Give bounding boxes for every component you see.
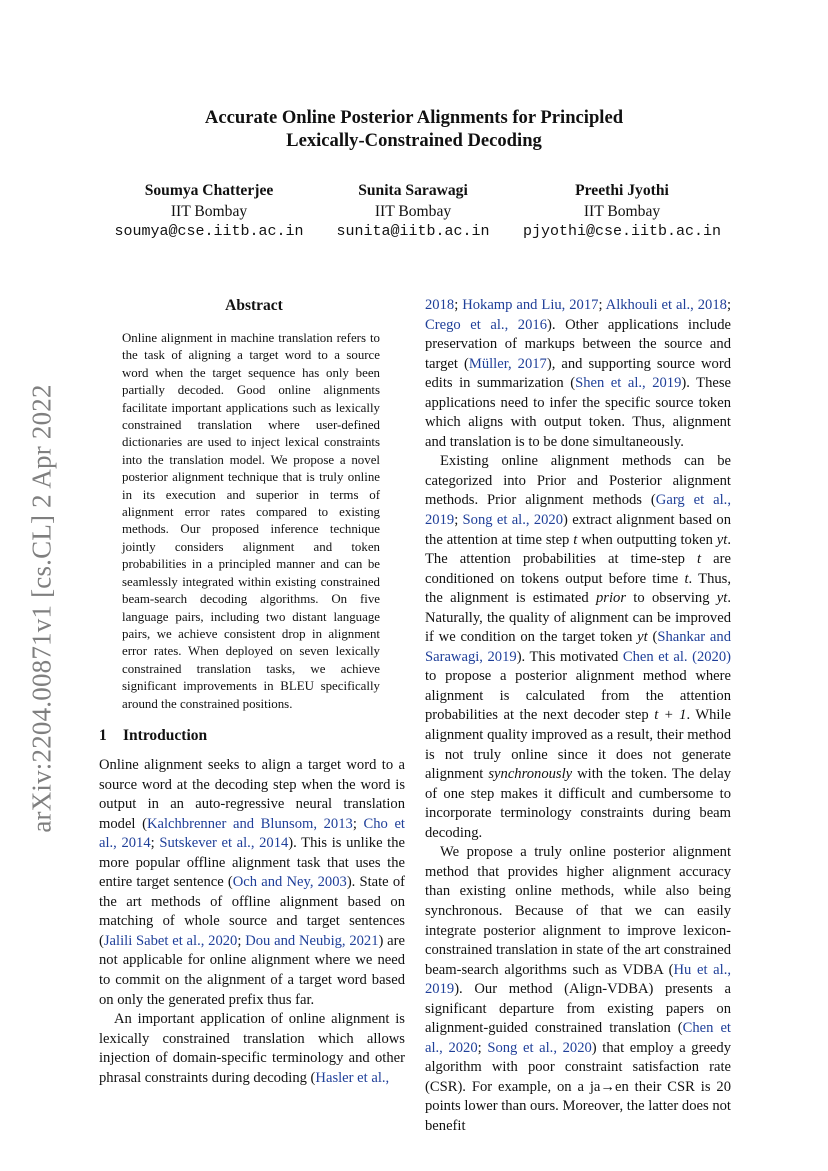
section-title: Introduction — [123, 727, 208, 744]
citation-link[interactable]: Jalili Sabet et al., 2020 — [103, 932, 238, 949]
citation-link[interactable]: Sutskever et al., 2014 — [159, 835, 289, 852]
author-email[interactable]: pjyothi@cse.iitb.ac.in — [522, 223, 722, 240]
emphasis-text: prior — [596, 590, 627, 607]
math-symbol: yt — [637, 629, 648, 646]
author-2 — [318, 181, 508, 243]
author-affiliation: IIT Bombay — [170, 202, 248, 220]
author-email[interactable]: sunita@iitb.ac.in — [336, 223, 490, 240]
citation-link[interactable]: Dou and Neubig, 2021 — [245, 932, 379, 949]
intro-paragraph-3: Existing online alignment methods can be categorized into Prior and Posterior alignment methods. Prior alignment methods (Garg et al., 2019; Song et al., 2020) extract alignment based on the attention at time step t when outputting token yt. The attention probabilities at time-step t are conditioned on tokens output before time t. Thus, the alignment is estimated prior to observing yt. Naturally, the quality of alignment can be improved if we condition on the target token yt (Shankar and Sarawagi, 2019). This motivated Chen et al. (2020) to propose a posterior alignment method where alignment is calculated from the attention probabilities at the next decoder step t + 1. While alignment quality improved as a result, their method is not truly online since it does not generate alignment synchronously with the token. The delay of one step makes it difficult and cumbersome to incorporate terminology constraints during beam decoding. — [425, 453, 731, 841]
right-column-body — [425, 296, 731, 1137]
author-name: Soumya Chatterjee — [144, 182, 274, 199]
title-line-2: Lexically-Constrained Decoding — [286, 130, 542, 151]
intro-paragraph-2-cont: 2018; Hokamp and Liu, 2017; Alkhouli et al., 2018; Crego et al., 2016). Other applications include preservation of markups between the source and target (Müller, 2017), and supporting source word edits in summarization (Shen et al., 2019). These applications need to infer the specific source token which aligns with output token. Thus, alignment and translation is to be done simultaneously. — [425, 297, 732, 450]
citation-link[interactable]: Song et al., 2020 — [462, 512, 564, 529]
citation-link[interactable]: Kalchbrenner and Blunsom, 2013 — [146, 815, 353, 832]
author-affiliation: IIT Bombay — [583, 202, 661, 220]
intro-paragraph-2: An important application of online alignment is lexically constrained translation which allows injection of domain-specific terminology and other phrasal constraints during decoding (Hasler et al., — [99, 1011, 405, 1086]
author-name: Preethi Jyothi — [575, 182, 669, 199]
paper-title — [100, 106, 728, 152]
math-symbol: t — [573, 531, 578, 548]
emphasis-text: synchronously — [488, 766, 573, 783]
citation-link[interactable]: Garg et al., 2019 — [425, 492, 731, 529]
citation-link[interactable]: Chen et al., 2020 — [425, 1020, 731, 1056]
title-line-1: Accurate Online Posterior Alignments for Principled — [204, 107, 624, 128]
citation-link[interactable]: Shankar and Sarawagi, 2019 — [425, 629, 731, 665]
citation-link[interactable]: Müller, 2017 — [468, 355, 547, 372]
author-email[interactable]: soumya@cse.iitb.ac.in — [114, 223, 304, 240]
math-symbol: t + 1 — [654, 707, 687, 724]
section-number: 1 — [99, 727, 107, 744]
citation-link[interactable]: Crego et al., 2016 — [425, 316, 547, 333]
citation-link[interactable]: Alkhouli et al., 2018 — [605, 297, 727, 313]
citation-link[interactable]: Hokamp and Liu, 2017 — [462, 297, 599, 313]
left-column-body — [99, 756, 405, 1088]
author-affiliation: IIT Bombay — [374, 202, 452, 220]
author-3 — [508, 181, 736, 243]
author-name: Sunita Sarawagi — [358, 182, 468, 199]
author-block — [0, 181, 828, 251]
citation-link[interactable]: 2018 — [425, 297, 455, 313]
abstract-text: Online alignment in machine translation refers to the task of aligning a target word to a source word when the target sequence has only been partially decoded. Good online alignments facilitate important applications such as lexically constrained translation where user-defined dictionaries are used to inject lexical constraints into the translation model. We propose a novel posterior alignment technique that is truly online in its execution and superior in terms of alignment error rates compared to existing methods. Our proposed inference technique jointly considers alignment and token probabilities in a principled manner and can be seamlessly integrated within existing constrained beam-search decoding algorithms. On five language pairs, including two distant language pairs, we achieve consistent drop in alignment error rates. When deployed on seven lexically constrained translation tasks, we achieve significant improvements in BLEU specifically around the constrained positions. — [122, 331, 380, 711]
abstract-heading: Abstract — [225, 297, 283, 314]
citation-link[interactable]: Chen et al. (2020) — [622, 648, 731, 665]
section-heading-introduction — [99, 727, 399, 745]
citation-link[interactable]: Och and Ney, 2003 — [232, 874, 347, 891]
intro-paragraph-4: We propose a truly online posterior alignment method that provides higher alignment accuracy than existing online methods, while also being synchronous. Because of that we can easily integrate posterior alignment to improve lexicon-constrained translation in state of the art constrained beam-search algorithms such as VDBA (Hu et al., 2019). Our method (Align-VDBA) presents a significant departure from existing papers on alignment-guided constrained translation (Chen et al., 2020; Song et al., 2020) that employ a greedy algorithm with poor constraint satisfaction rate (CSR). For example, on a ja→en their CSR is 20 points lower than ours. Moreover, the latter does not benefit — [425, 844, 732, 1134]
citation-link[interactable]: Shen et al., 2019 — [575, 375, 682, 392]
math-symbol: yt — [716, 531, 728, 548]
intro-paragraph-1: Online alignment seeks to align a target word to a source word at the decoding step when the word is output in an auto-regressive neural translation model (Kalchbrenner and Blunsom, 2013; Cho et al., 2014; Sutskever et al., 2014). This is unlike the more popular offline alignment task that uses the entire target sentence (Och and Ney, 2003). State of the art methods of offline alignment based on matching of whole source and target sentences (Jalili Sabet et al., 2020; Dou and Neubig, 2021) are not applicable for online alignment where we need to commit on the alignment of a target word based on only the generated prefix thus far. — [99, 757, 406, 1008]
math-symbol: t — [697, 551, 702, 568]
author-1 — [100, 181, 318, 243]
citation-link[interactable]: Song et al., 2020 — [487, 1039, 592, 1056]
citation-link[interactable]: Hasler et al., — [315, 1069, 390, 1086]
arxiv-side-stamp: arXiv:2204.00871v1 [cs.CL] 2 Apr 2022 — [26, 383, 57, 833]
citation-link[interactable]: Hu et al., 2019 — [425, 961, 731, 998]
citation-link[interactable]: Cho et al., 2014 — [99, 815, 405, 852]
math-symbol: yt — [716, 590, 728, 607]
math-symbol: t — [684, 570, 689, 587]
